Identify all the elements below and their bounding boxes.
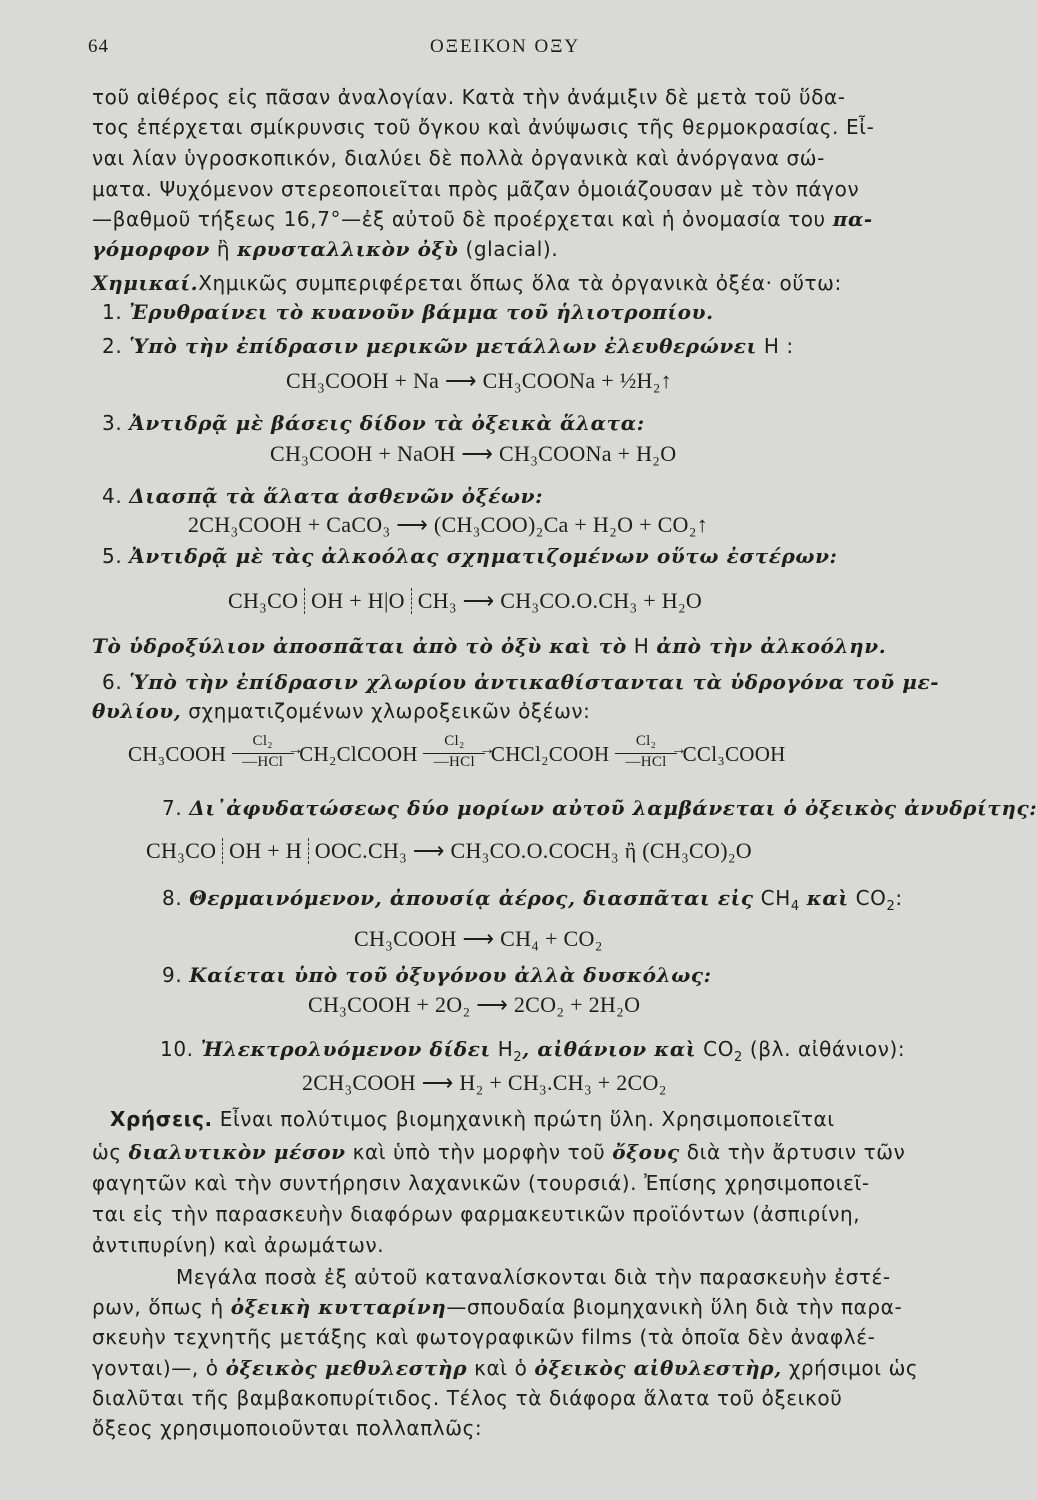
page-number: 64 — [88, 36, 109, 57]
uses-line-1-text: Εἶναι πολύτιμος βιομηχανικὴ πρώτη ὕλη. Χρησιμοποιεῖται — [219, 1107, 835, 1131]
term-oxous: ὄξους — [612, 1140, 680, 1164]
uses-l2b: καὶ ὑπὸ τὴν μορφὴν τοῦ — [352, 1140, 606, 1164]
item-8-co2-sub: 2 — [886, 899, 896, 914]
item-1-text: Ἐρυθραίνει τὸ κυανοῦν βάμμα τοῦ ἡλιοτροπίου. — [129, 300, 714, 324]
uses-line-8: σκευὴν τεχνητῆς μετάξης καὶ φωτογραφικῶν films (τὰ ὁποῖα δὲν ἀναφλέ- — [92, 1325, 876, 1349]
uses-line-3: φαγητῶν καὶ τὴν συντήρησιν λαχανικῶν (τουρσιά). Ἐπίσης χρησιμοποιεῖ- — [92, 1171, 870, 1195]
equation-2: CH₃COOH + Na ⟶ CH₃COONa + ½H₂↑ — [286, 368, 672, 393]
uses-heading: Χρήσεις. — [110, 1107, 213, 1131]
uses-l9b: καὶ ὁ — [474, 1356, 528, 1380]
chem-heading-label: Χημικαί. — [92, 271, 199, 295]
eq5-box: OH + H|O — [304, 588, 412, 614]
item-6-cont — [92, 698, 922, 724]
item-3-text: Ἀντιδρᾷ μὲ βάσεις δίδον τὰ ὀξεικὰ ἅλατα: — [129, 411, 645, 435]
eq6-arrow-1 — [232, 733, 304, 773]
item-4-number: 4. — [102, 484, 123, 508]
reaction-arrow: → — [670, 741, 688, 758]
uses-l2a: ὡς — [92, 1140, 122, 1164]
eq6-byproduct-1: —HCl — [232, 753, 294, 771]
eq6-byproduct-3: —HCl — [615, 753, 677, 771]
eq7-box: OH + H — [222, 838, 309, 864]
eq6-dichloro: CHCl₂COOH — [490, 741, 610, 766]
item-10-h-sub: 2 — [513, 1050, 523, 1065]
eq6-arrow-2 — [423, 733, 496, 773]
equation-8: CH₃COOH ⟶ CH₄ + CO₂ — [354, 926, 603, 951]
item-8-co2: CO — [855, 886, 887, 910]
intro-line-2: τος ἐπέρχεται σμίκρυνσις τοῦ ὄγκου καὶ ἀνύψωσις τῆς θερμοκρασίας. Εἶ- — [92, 115, 875, 139]
item-7-number: 7. — [162, 796, 183, 820]
item-3-number: 3. — [102, 411, 123, 435]
note-5-end: ἀπὸ τὴν ἀλκοόλην. — [656, 634, 887, 658]
term-methylester: ὀξεικὸς μεθυλεστὴρ — [225, 1356, 468, 1380]
term-kyttarini: ὀξεικὴ κυτταρίνη — [230, 1295, 447, 1319]
uses-line-5: ἀντιπυρίνη) καὶ ἀρωμάτων. — [92, 1233, 385, 1257]
uses-line-4: ται εἰς τὴν παρασκευὴν διαφόρων φαρμακευτικῶν προϊόντων (ἀσπιρίνη, — [92, 1202, 861, 1226]
item-5-text: Ἀντιδρᾷ μὲ τὰς ἀλκοόλας σχηματιζομένων οὕτω ἐστέρων: — [129, 544, 838, 568]
chem-heading-text: Χημικῶς συμπεριφέρεται ὅπως ὅλα τὰ ὀργανικὰ ὀξέα· οὕτω: — [198, 271, 842, 295]
item-8-and: καὶ — [806, 886, 849, 910]
item-9-text: Καίεται ὑπὸ τοῦ ὀξυγόνου ἀλλὰ δυσκόλως: — [189, 963, 712, 987]
uses-line-11: ὄξεος χρησιμοποιοῦνται πολλαπλῶς: — [92, 1416, 483, 1440]
item-8-number: 8. — [162, 886, 183, 910]
chem-heading — [92, 270, 922, 296]
item-6-number: 6. — [102, 670, 123, 694]
uses-l9c: χρήσιμοι ὡς — [788, 1356, 919, 1380]
uses-line-2 — [92, 1139, 922, 1165]
eq7-right: OOC.CH₃ ⟶ CH₃CO.O.COCH₃ ἢ (CH₃CO)₂O — [314, 838, 752, 863]
item-4 — [102, 483, 932, 509]
item-3 — [102, 410, 932, 436]
equation-10: 2CH₃COOH ⟶ H₂ + CH₃.CH₃ + 2CO₂ — [302, 1070, 667, 1095]
equation-9: CH₃COOH + 2O₂ ⟶ 2CO₂ + 2H₂O — [308, 992, 641, 1017]
reaction-arrow: → — [287, 741, 304, 758]
note-5-text: Τὸ ὑδροξύλιον ἀποσπᾶται ἀπὸ τὸ ὀξὺ καὶ τὸ — [92, 634, 627, 658]
eq6-reagent-2: Cl₂ — [444, 733, 465, 749]
running-title: ΟΞΕΙΚΟΝ ΟΞΥ — [430, 36, 581, 57]
eq6-monochloro: CH₂ClCOOH — [299, 741, 418, 766]
item-2-text: Ὑπὸ τὴν ἐπίδρασιν μερικῶν μετάλλων ἐλευθερώνει — [129, 334, 757, 358]
eq6-trichloro: CCl₃COOH — [682, 741, 786, 766]
eq5-left: CH₃CO — [228, 588, 299, 613]
term-methyliou: θυλίου, — [92, 699, 182, 723]
item-10-text: Ἠλεκτρολυόμενον δίδει — [200, 1037, 491, 1061]
item-6 — [102, 669, 940, 695]
item-6-cont-text: σχηματιζομένων χλωροξεικῶν ὀξέων: — [188, 699, 591, 723]
equation-3: CH₃COOH + NaOH ⟶ CH₃COONa + H₂O — [270, 441, 677, 466]
item-10 — [160, 1036, 990, 1071]
uses-l7b: —σπουδαία βιομηχανικὴ ὕλη διὰ τὴν παρα- — [446, 1295, 903, 1319]
item-4-text: Διασπᾷ τὰ ἅλατα ἀσθενῶν ὀξέων: — [129, 484, 544, 508]
intro-line-4: ματα. Ψυχόμενον στερεοποιεῖται πρὸς μᾶζαν ὁμοιάζουσαν μὲ τὸν πάγον — [92, 177, 860, 201]
item-8-ch4: CH — [760, 886, 791, 910]
reaction-arrow: → — [479, 741, 496, 758]
eq5-right: CH₃ ⟶ CH₃CO.O.CH₃ + H₂O — [417, 588, 703, 613]
equation-5 — [228, 588, 702, 614]
item-1-number: 1. — [102, 300, 123, 324]
uses-line-9 — [92, 1355, 922, 1381]
uses-line-6: Μεγάλα ποσὰ ἐξ αὐτοῦ καταναλίσκονται διὰ τὴν παρασκευὴν ἐστέ- — [176, 1265, 891, 1289]
item-5 — [102, 543, 932, 569]
eq7-left: CH₃CO — [146, 838, 217, 863]
intro-line-5-text: —βαθμοῦ τήξεως 16,7°—ἐξ αὐτοῦ δὲ προέρχεται καὶ ἡ ὀνομασία του — [92, 207, 826, 231]
term-dialytikon: διαλυτικὸν μέσον — [128, 1140, 346, 1164]
item-10-end: (βλ. αἰθάνιον): — [749, 1037, 906, 1061]
term-krystallikon: κρυσταλλικὸν ὀξὺ — [237, 237, 459, 261]
item-10-h: H — [497, 1037, 514, 1061]
intro-line-1: τοῦ αἰθέρος εἰς πᾶσαν ἀναλογίαν. Κατὰ τὴν ἀνάμιξιν δὲ μετὰ τοῦ ὕδα- — [92, 85, 846, 109]
item-6-text: Ὑπὸ τὴν ἐπίδρασιν χλωρίου ἀντικαθίστανται τὰ ὑδρογόνα τοῦ με- — [129, 670, 940, 694]
eq6-arrow-3 — [615, 733, 688, 773]
eq6-acetic: CH₃COOH — [128, 741, 227, 766]
item-10-mid: , αἰθάνιον καὶ — [522, 1037, 697, 1061]
uses-line-1 — [110, 1106, 940, 1132]
item-8-ch4-sub: 4 — [790, 899, 800, 914]
eq6-reagent-1: Cl₂ — [252, 733, 273, 749]
note-5 — [92, 633, 922, 659]
uses-line-10: διαλῦται τῆς βαμβακοπυρίτιδος. Τέλος τὰ διάφορα ἅλατα τοῦ ὀξεικοῦ — [92, 1386, 843, 1410]
eq6-reagent-3: Cl₂ — [635, 733, 657, 749]
eq6-byproduct-2: —HCl — [423, 753, 485, 771]
item-8-colon: : — [895, 886, 903, 910]
intro-line-3: ναι λίαν ὑγροσκοπικόν, διαλύει δὲ πολλὰ ὀργανικὰ καὶ ἀνόργανα σώ- — [92, 146, 825, 170]
item-7 — [162, 795, 1037, 821]
item-1 — [102, 299, 932, 325]
intro-term: πα- — [832, 207, 873, 231]
item-10-co: CO — [703, 1037, 735, 1061]
intro-conj: ἢ — [216, 237, 231, 261]
item-5-number: 5. — [102, 544, 123, 568]
uses-l7a: ρων, ὅπως ἡ — [92, 1295, 224, 1319]
equation-4: 2CH₃COOH + CaCO₃ ⟶ (CH₃COO)₂Ca + H₂O + CO₂↑ — [188, 512, 709, 537]
item-8 — [162, 885, 992, 920]
item-10-number: 10. — [160, 1037, 194, 1061]
term-pagomorfon: γόμορφον — [92, 237, 210, 261]
uses-l9a: γονται)—, ὁ — [92, 1356, 219, 1380]
item-7-text: Δι᾽ἀφυδατώσεως δύο μορίων αὐτοῦ λαμβάνεται ὁ ὀξεικὸς ἀνυδρίτης: — [189, 796, 1037, 820]
intro-line-6 — [92, 236, 922, 262]
item-9-number: 9. — [162, 963, 183, 987]
item-2 — [102, 333, 932, 359]
term-glacial: (glacial). — [465, 237, 559, 261]
item-8-text: Θερμαινόμενον, ἀπουσίᾳ ἀέρος, διασπᾶται εἰς — [189, 886, 754, 910]
item-2-end: H : — [763, 334, 794, 358]
uses-l2c: διὰ τὴν ἄρτυσιν τῶν — [686, 1140, 906, 1164]
equation-7 — [146, 838, 752, 864]
note-5-h: H — [633, 634, 650, 658]
item-10-co-sub: 2 — [734, 1050, 743, 1065]
term-aithylester: ὀξεικὸς αἰθυλεστὴρ, — [534, 1356, 782, 1380]
equation-6 — [128, 733, 786, 773]
item-2-number: 2. — [102, 334, 123, 358]
item-9 — [162, 962, 992, 988]
intro-line-5 — [92, 206, 922, 232]
uses-line-7 — [92, 1294, 922, 1320]
